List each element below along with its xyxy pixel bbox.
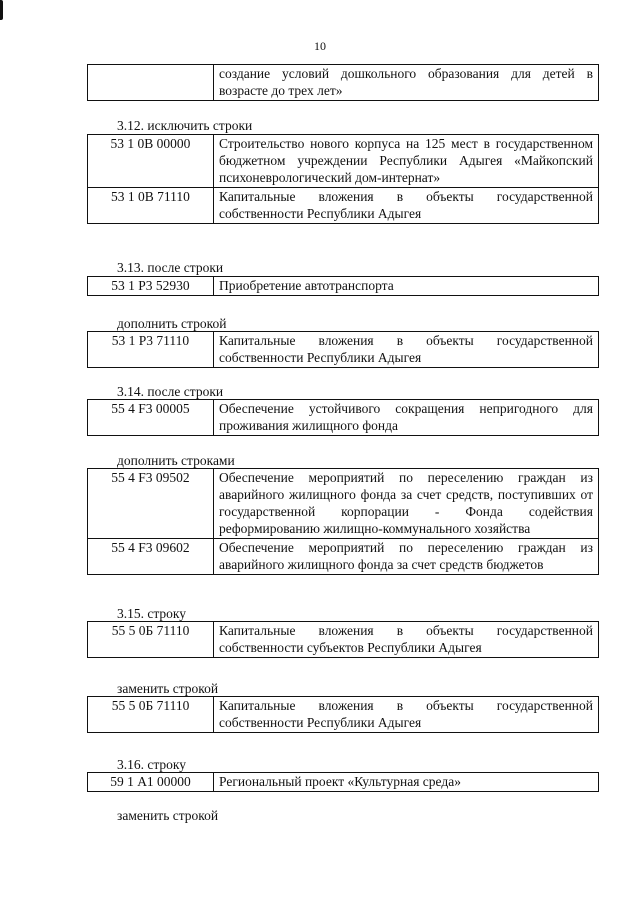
description-cell: Строительство нового корпуса на 125 мест в государственном бюджетном учреждении Республики Адыгея «Майкопский психоневрологический дом-интернат»	[214, 135, 599, 188]
table-row	[88, 400, 599, 436]
section-heading: 3.12. исключить строки	[117, 118, 253, 133]
table-row	[88, 773, 599, 792]
section-heading: 3.13. после строки	[117, 260, 224, 275]
table-row	[88, 332, 599, 368]
section-heading: 3.15. строку	[117, 606, 187, 621]
code-cell: 55 4 F3 00005	[88, 400, 214, 436]
description-cell: Обеспечение устойчивого сокращения непригодного для проживания жилищного фонда	[214, 400, 599, 436]
description-cell: создание условий дошкольного образования для детей в возрасте до трех лет»	[214, 65, 599, 101]
description-cell: Капитальные вложения в объекты государственной собственности Республики Адыгея	[214, 697, 599, 733]
description-cell: Обеспечение мероприятий по переселению граждан из аварийного жилищного фонда за счет средств, поступивших от государственной корпорации - Фонда содействия реформированию жилищно-коммунального хозяйства	[214, 469, 599, 539]
description-cell: Капитальные вложения в объекты государственной собственности Республики Адыгея	[214, 188, 599, 224]
code-cell: 55 5 0Б 71110	[88, 622, 214, 658]
section-heading: 3.14. после строки	[117, 384, 224, 399]
description-cell: Региональный проект «Культурная среда»	[214, 773, 599, 792]
table-row	[88, 135, 599, 188]
code-cell: 53 1 Р3 71110	[88, 332, 214, 368]
code-cell	[88, 65, 214, 101]
code-cell: 55 4 F3 09602	[88, 539, 214, 575]
table-row	[88, 277, 599, 296]
table-row	[88, 539, 599, 575]
description-cell: Капитальные вложения в объекты государственной собственности Республики Адыгея	[214, 332, 599, 368]
code-table	[87, 399, 599, 436]
table-row	[88, 65, 599, 101]
table-row	[88, 622, 599, 658]
code-cell: 55 5 0Б 71110	[88, 697, 214, 733]
section-heading: заменить строкой	[117, 681, 219, 696]
description-cell: Капитальные вложения в объекты государственной собственности субъектов Республики Адыгея	[214, 622, 599, 658]
description-cell: Приобретение автотранспорта	[214, 277, 599, 296]
code-table	[87, 276, 599, 296]
code-table	[87, 621, 599, 658]
section-heading: 3.16. строку	[117, 757, 187, 772]
section-heading: дополнить строками	[117, 453, 235, 468]
continuation-table	[87, 64, 599, 101]
code-table	[87, 468, 599, 575]
code-cell: 53 1 0В 71110	[88, 188, 214, 224]
code-cell: 53 1 Р3 52930	[88, 277, 214, 296]
description-cell: Обеспечение мероприятий по переселению граждан из аварийного жилищного фонда за счет средств бюджетов	[214, 539, 599, 575]
section-heading: дополнить строкой	[117, 316, 227, 331]
code-cell: 59 1 А1 00000	[88, 773, 214, 792]
code-table	[87, 331, 599, 368]
table-row	[88, 188, 599, 224]
table-row	[88, 697, 599, 733]
scan-margin-mark	[0, 0, 3, 20]
page-number: 10	[314, 39, 326, 53]
code-table	[87, 134, 599, 224]
code-cell: 53 1 0В 00000	[88, 135, 214, 188]
code-cell: 55 4 F3 09502	[88, 469, 214, 539]
code-table	[87, 696, 599, 733]
table-row	[88, 469, 599, 539]
section-heading: заменить строкой	[117, 808, 219, 823]
code-table	[87, 772, 599, 792]
